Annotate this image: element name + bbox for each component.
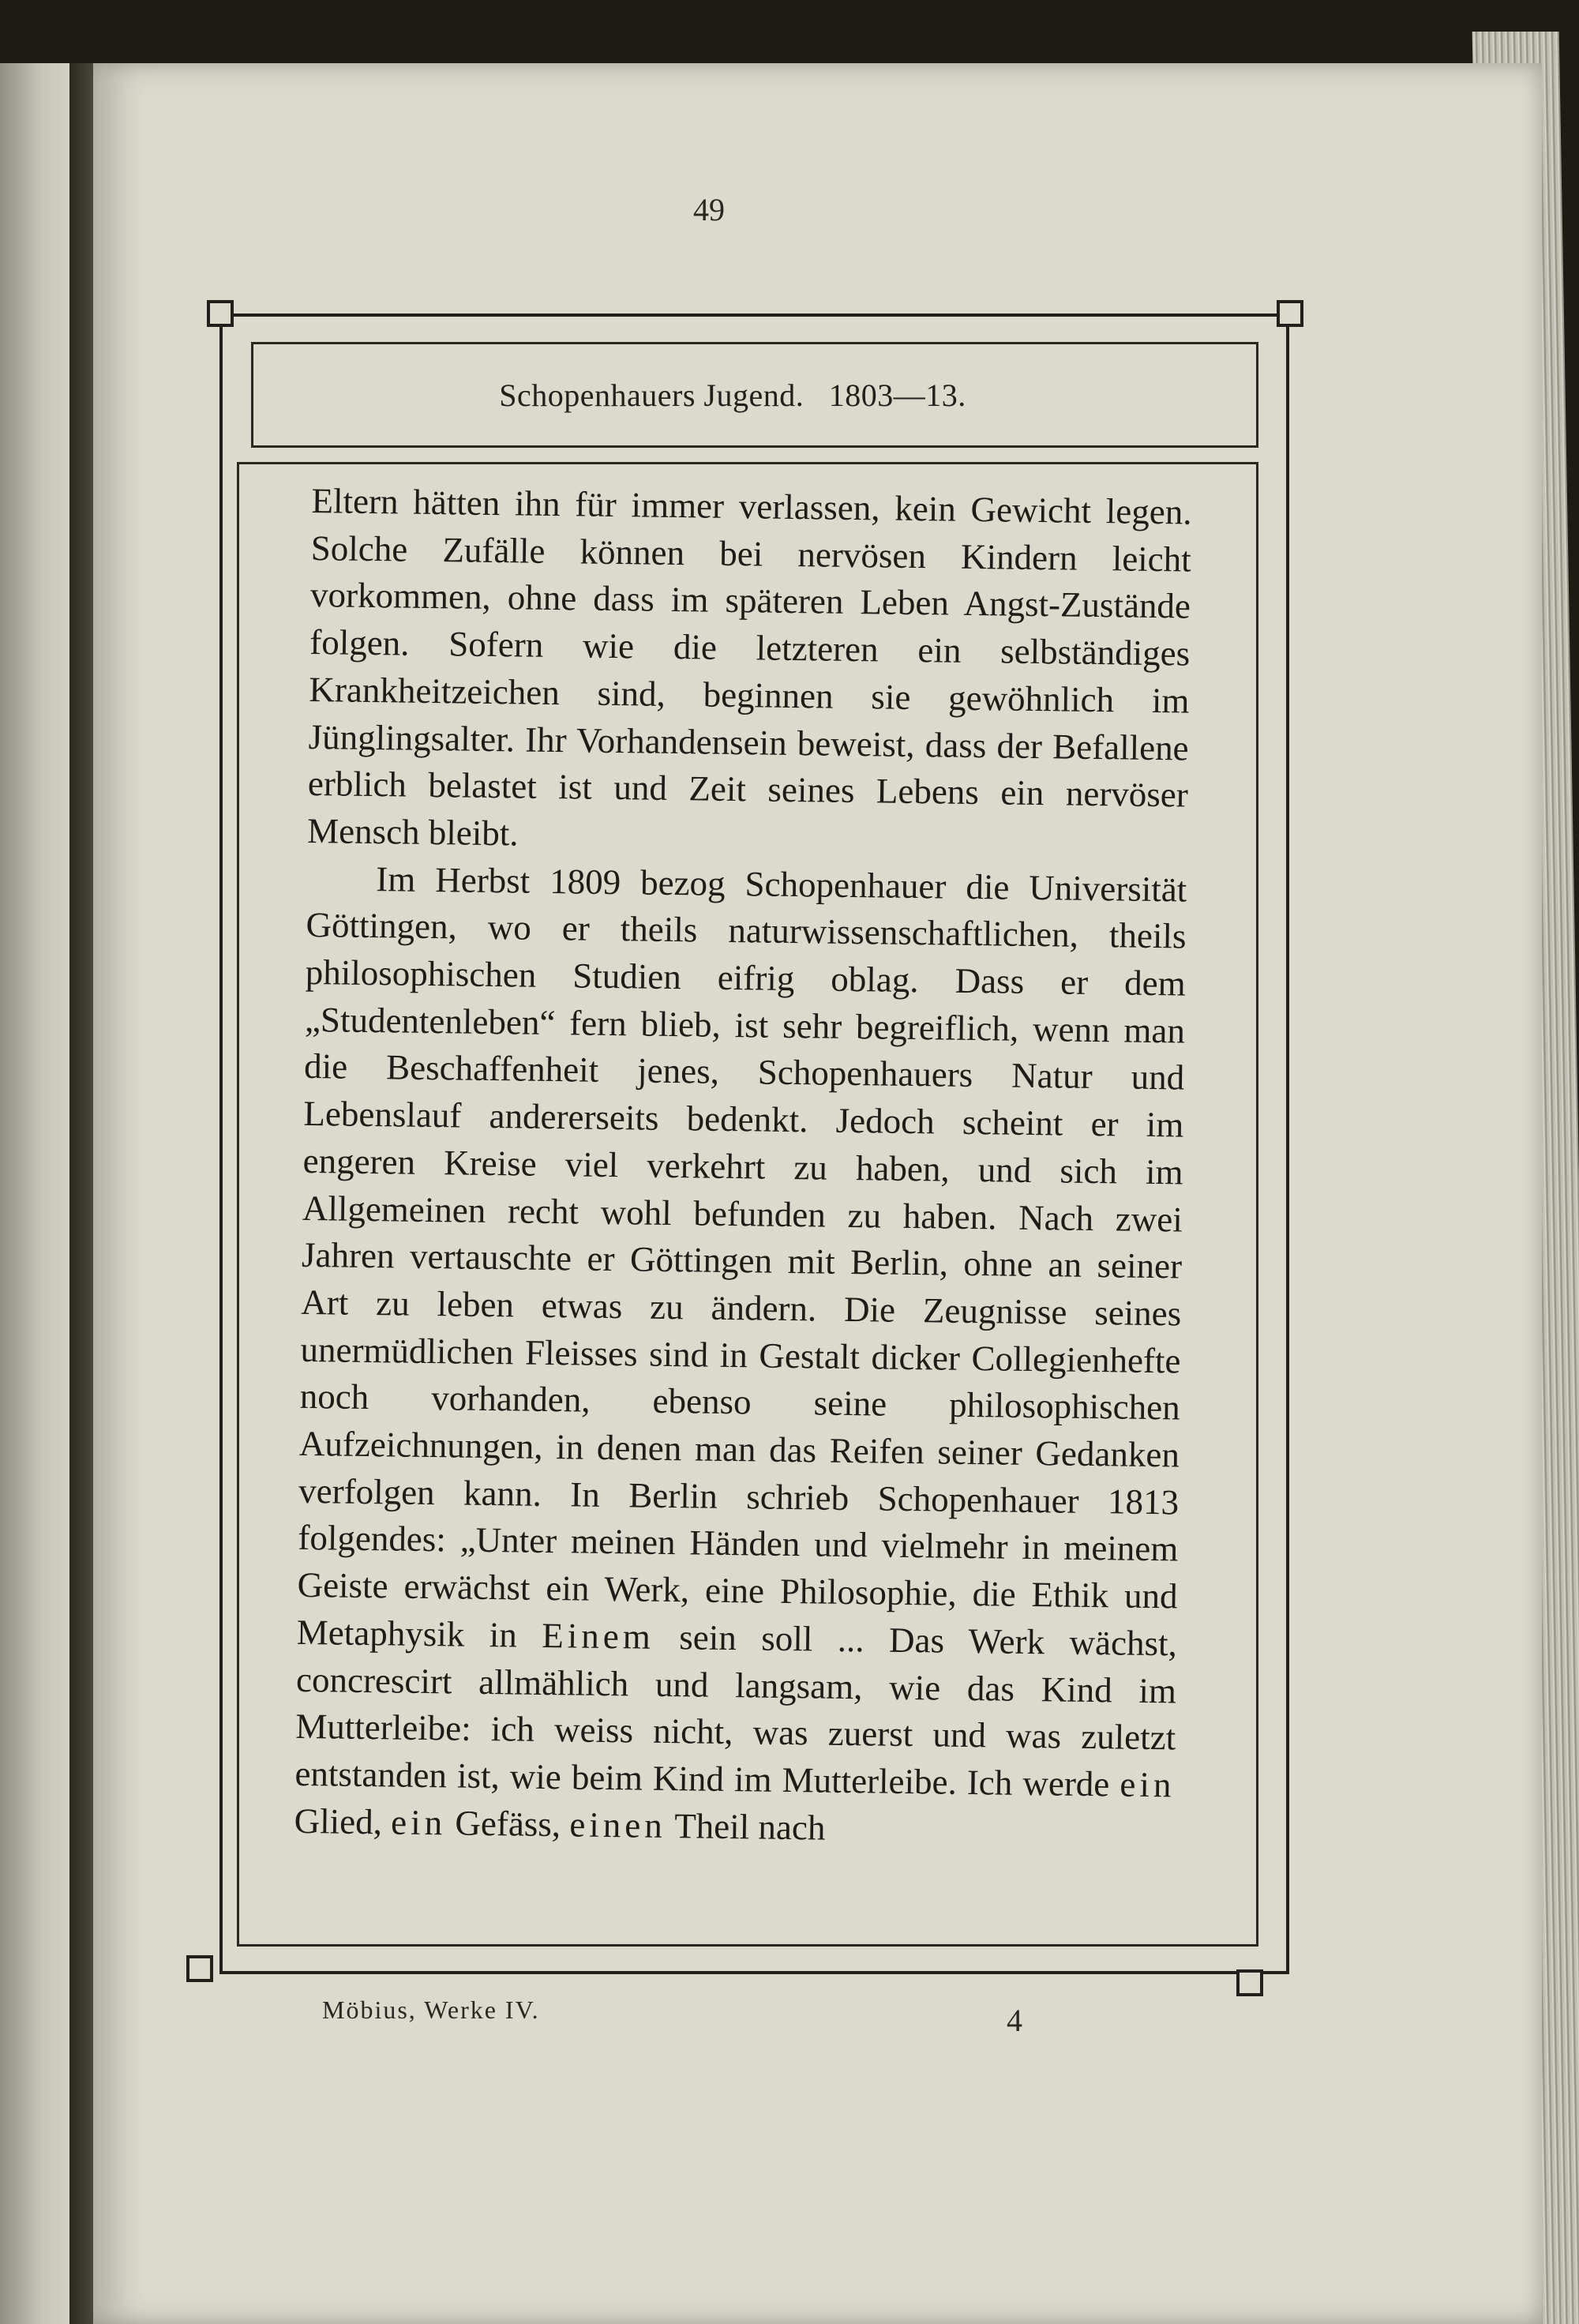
emphasis-einen: einen bbox=[569, 1804, 667, 1845]
frame-corner-top-left bbox=[207, 300, 234, 327]
paragraph-2-continued: sein soll ... Das Werk wächst, concrescirt allmählich und langsam, wie das Kind im Mutterleibe: ich weiss nicht, was zuerst und was zuletzt entstanden ist, wie beim Kind im Mutterleibe. Ich werde bbox=[294, 1617, 1178, 1804]
frame-corner-top-right bbox=[1277, 300, 1303, 327]
emphasis-ein-2: ein bbox=[390, 1802, 447, 1843]
paragraph-1: Eltern hätten ihn für immer verlassen, kein Gewicht legen. Solche Zufälle können bei nervösen Kindern leicht vorkommen, ohne dass im späteren Leben Angst-Zustände folgen. Sofern wie die letzteren ein selbständiges Krankheitzeichen sind, beginnen sie gewöhnlich im Jünglingsalter. Ihr Vorhandensein beweist, dass der Befallene erblich belastet ist und Zeit seines Lebens ein nervöser Mensch bleibt. bbox=[306, 480, 1192, 854]
word-gefaess: Gefäss, bbox=[455, 1803, 561, 1844]
running-head: Schopenhauers Jugend. 1803—13. bbox=[499, 377, 966, 413]
emphasis-einem: Einem bbox=[542, 1615, 655, 1657]
left-page-edge bbox=[0, 63, 69, 2324]
emphasis-ein-1: ein bbox=[1120, 1764, 1176, 1805]
paragraph-2-text: Im Herbst 1809 bezog Schopenhauer die Universität Göttingen, wo er theils naturwissenschaftlichen, theils philosophischen Studien eifrig oblag. Dass er dem „Studentenleben“ fern blieb, ist sehr begreiflich, wenn man die Beschaffenheit jenes, Schopenhauers Natur und Lebenslauf andererseits bedenkt. Jedoch scheint er im engeren Kreise viel verkehrt zu haben, und sich im Allgemeinen recht wohl befunden zu haben. Nach zwei Jahren vertauschte er Göttingen mit Berlin, ohne an seiner Art zu leben etwas zu ändern. Die Zeugnisse seines unermüdlichen Fleisses sind in Gestalt dicker Collegienhefte noch vorhanden, ebenso seine philosophischen Aufzeichnungen, in denen man das Reifen seiner Gedanken verfolgen kann. In Berlin schrieb Schopenhauer 1813 folgendes: „Unter meinen Händen und vielmehr in meinem Geiste erwächst ein Werk, eine Philosophie, die Ethik und Metaphysik in bbox=[296, 858, 1187, 1655]
frame-corner-bottom-right bbox=[1236, 1969, 1263, 1996]
running-head-box bbox=[251, 342, 1258, 448]
page-number: 49 bbox=[693, 192, 725, 227]
paragraph-2 bbox=[294, 855, 1187, 1857]
frame-corner-bottom-left bbox=[186, 1955, 213, 1982]
word-glied: Glied, bbox=[294, 1800, 383, 1842]
paragraph-2-end: Theil nach bbox=[673, 1805, 826, 1848]
footer-signature: Möbius, Werke IV. bbox=[322, 1995, 540, 2024]
body-text bbox=[294, 478, 1192, 1857]
footer-sheet-number: 4 bbox=[1007, 2003, 1022, 2038]
book-gutter bbox=[69, 63, 93, 2324]
